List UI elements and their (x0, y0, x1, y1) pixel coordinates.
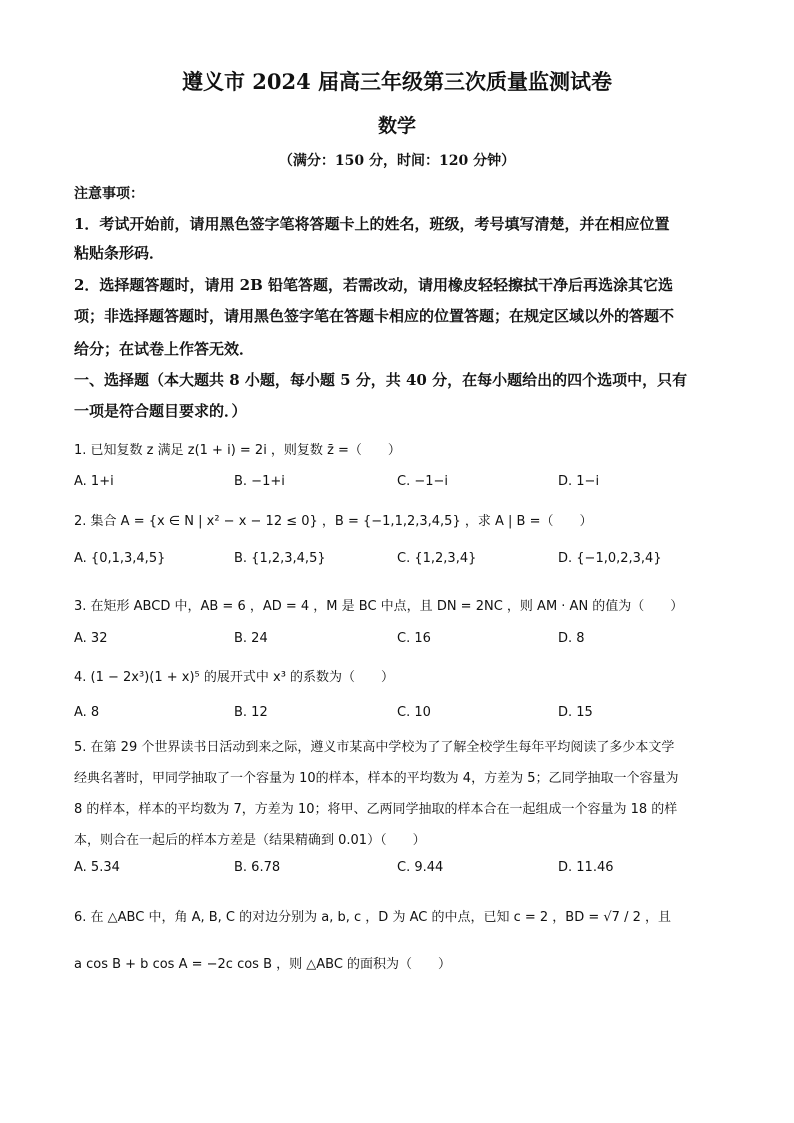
question-3-stem: 3. 在矩形 ABCD 中，AB = 6 ，AD = 4 ，M 是 BC 中点，且 DN = 2NC ，则 AM · AN 的值为（ ） (74, 599, 684, 614)
question-5-line-4: 本，则合在一起后的样本方差是（结果精确到 0.01）（ ） (74, 833, 426, 848)
question-3-option-c: C. 16 (397, 631, 431, 646)
question-4-option-d: D. 15 (558, 705, 593, 720)
question-5-option-d: D. 11.46 (558, 860, 614, 875)
question-1-option-b: B. −1+i (234, 474, 285, 489)
question-4-option-c: C. 10 (397, 705, 431, 720)
question-2-option-b: B. {1,2,3,4,5} (234, 551, 326, 566)
note-1-line-2: 粘贴条形码． (74, 244, 165, 262)
question-1-option-a: A. 1+i (74, 474, 114, 489)
question-3-option-a: A. 32 (74, 631, 108, 646)
subject-title: 数学 (377, 115, 416, 137)
notes-heading: 注意事项： (74, 186, 144, 202)
question-1-stem: 1. 已知复数 z 满足 z(1 + i) = 2i ，则复数 z̄ =（ ） (74, 443, 401, 458)
question-5-line-3: 8 的样本，样本的平均数为 7，方差为 10；将甲、乙两同学抽取的样本合在一起组成一个容量为 18 的样 (74, 802, 678, 817)
question-5-option-b: B. 6.78 (234, 860, 281, 875)
question-5-line-2: 经典名著时，甲同学抽取了一个容量为 10的样本，样本的平均数为 4，方差为 5；乙同学抽取一个容量为 (74, 771, 679, 786)
note-2-line-2: 项；非选择题答题时，请用黑色签字笔在答题卡相应的位置答题；在规定区域以外的答题不 (74, 307, 675, 325)
question-5-option-c: C. 9.44 (397, 860, 444, 875)
question-2-stem: 2. 集合 A = {x ∈ N | x² − x − 12 ≤ 0} ，B = {−1,1,2,3,4,5} ，求 A | B =（ ） (74, 514, 593, 529)
question-3-option-b: B. 24 (234, 631, 268, 646)
question-4-option-a: A. 8 (74, 705, 100, 720)
exam-title: 遵义市 2024 届高三年级第三次质量监测试卷 (181, 69, 613, 94)
question-6-line-2: a cos B + b cos A = −2c cos B ，则 △ABC 的面积为（ ） (74, 957, 452, 972)
question-4-option-b: B. 12 (234, 705, 268, 720)
question-6-line-1: 6. 在 △ABC 中，角 A, B, C 的对边分别为 a, b, c ，D 为 AC 的中点，已知 c = 2 ，BD = √7 / 2 ，且 (74, 910, 671, 925)
note-1-line-1: 1．考试开始前，请用黑色签字笔将答题卡上的姓名，班级，考号填写清楚，并在相应位置 (74, 215, 670, 233)
question-4-stem: 4. (1 − 2x³)(1 + x)⁵ 的展开式中 x³ 的系数为（ ） (74, 670, 395, 685)
exam-meta: （满分：150 分，时间：120 分钟） (278, 153, 516, 169)
question-2-option-a: A. {0,1,3,4,5} (74, 551, 166, 566)
question-1-option-c: C. −1−i (397, 474, 449, 489)
note-2-line-3: 给分；在试卷上作答无效． (74, 340, 255, 358)
question-5-option-a: A. 5.34 (74, 860, 120, 875)
question-2-option-c: C. {1,2,3,4} (397, 551, 477, 566)
question-3-option-d: D. 8 (558, 631, 585, 646)
question-2-option-d: D. {−1,0,2,3,4} (558, 551, 662, 566)
question-5-line-1: 5. 在第 29 个世界读书日活动到来之际，遵义市某高中学校为了了解全校学生每年平均阅读了多少本文学 (74, 740, 675, 755)
question-1-option-d: D. 1−i (558, 474, 600, 489)
note-2-line-1: 2．选择题答题时，请用 2B 铅笔答题，若需改动，请用橡皮轻轻擦拭干净后再选涂其它选 (74, 276, 674, 294)
section-1-line-2: 一项是符合题目要求的．） (74, 402, 247, 420)
section-1-line-1: 一、选择题（本大题共 8 小题，每小题 5 分，共 40 分，在每小题给出的四个选项中，只有 (74, 371, 688, 389)
